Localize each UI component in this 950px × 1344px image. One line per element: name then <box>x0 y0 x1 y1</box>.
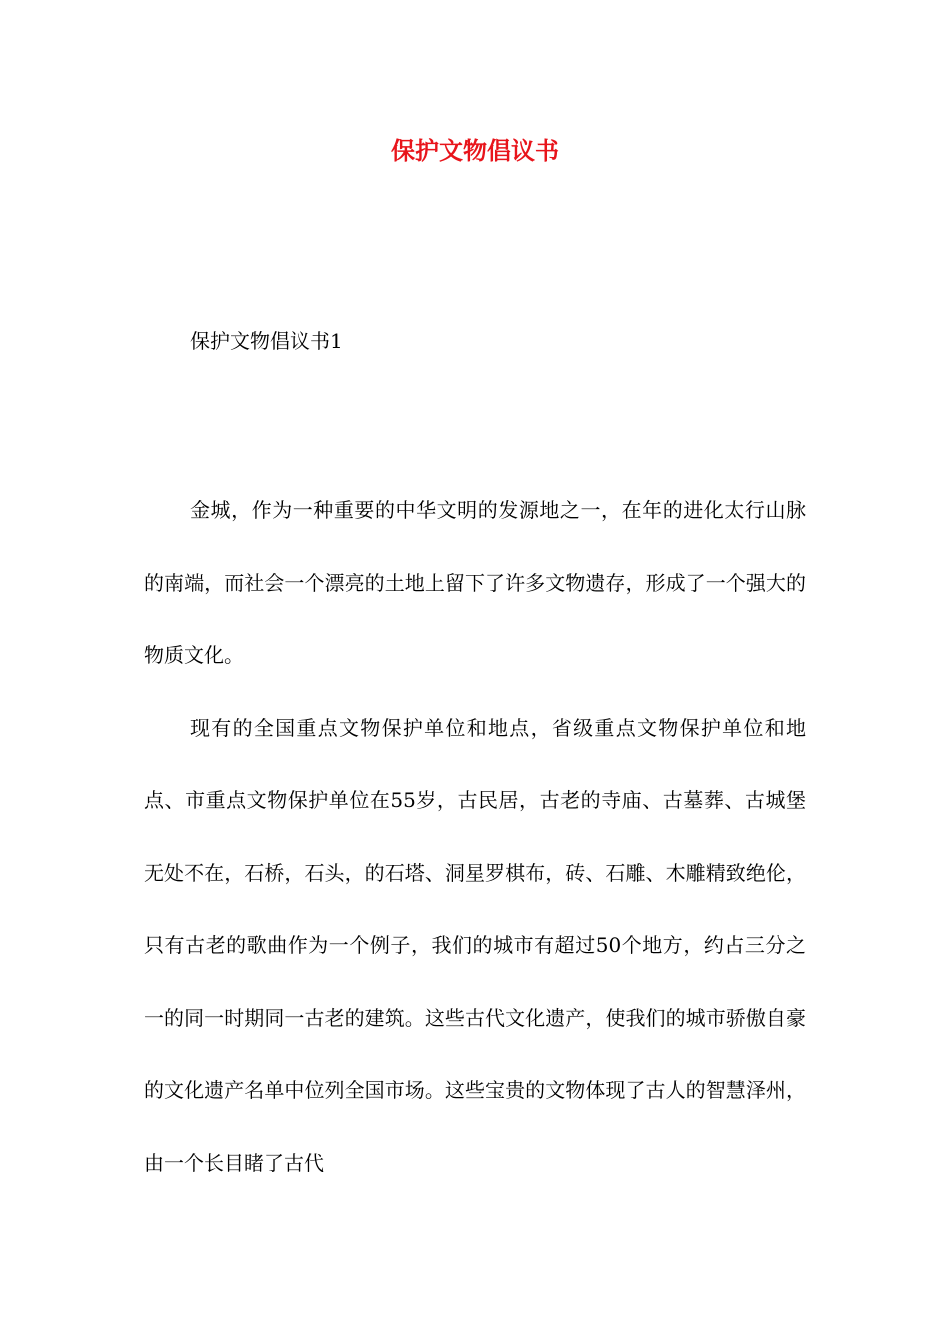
document-title: 保护文物倡议书 <box>391 136 559 165</box>
paragraph: 金城，作为一种重要的中华文明的发源地之一，在年的进化太行山脉的南端，而社会一个漂亮的土地上留下了许多文物遗存，形成了一个强大的物质文化。 <box>144 498 806 667</box>
paragraph: 现有的全国重点文物保护单位和地点，省级重点文物保护单位和地点、市重点文物保护单位在55岁，古民居，古老的寺庙、古墓葬、古城堡无处不在，石桥，石头，的石塔、洞星罗棋布，砖、石雕、木雕精致绝伦，只有古老的歌曲作为一个例子，我们的城市有超过50个地方，约占三分之一的同一时期同一古老的建筑。这些古代文化遗产，使我们的城市骄傲自豪的文化遗产名单中位列全国市场。这些宝贵的文物体现了古人的智慧泽州，由一个长目睹了古代 <box>144 715 806 1175</box>
section-heading: 保护文物倡议书1 <box>190 329 343 353</box>
body-text <box>144 474 806 1199</box>
